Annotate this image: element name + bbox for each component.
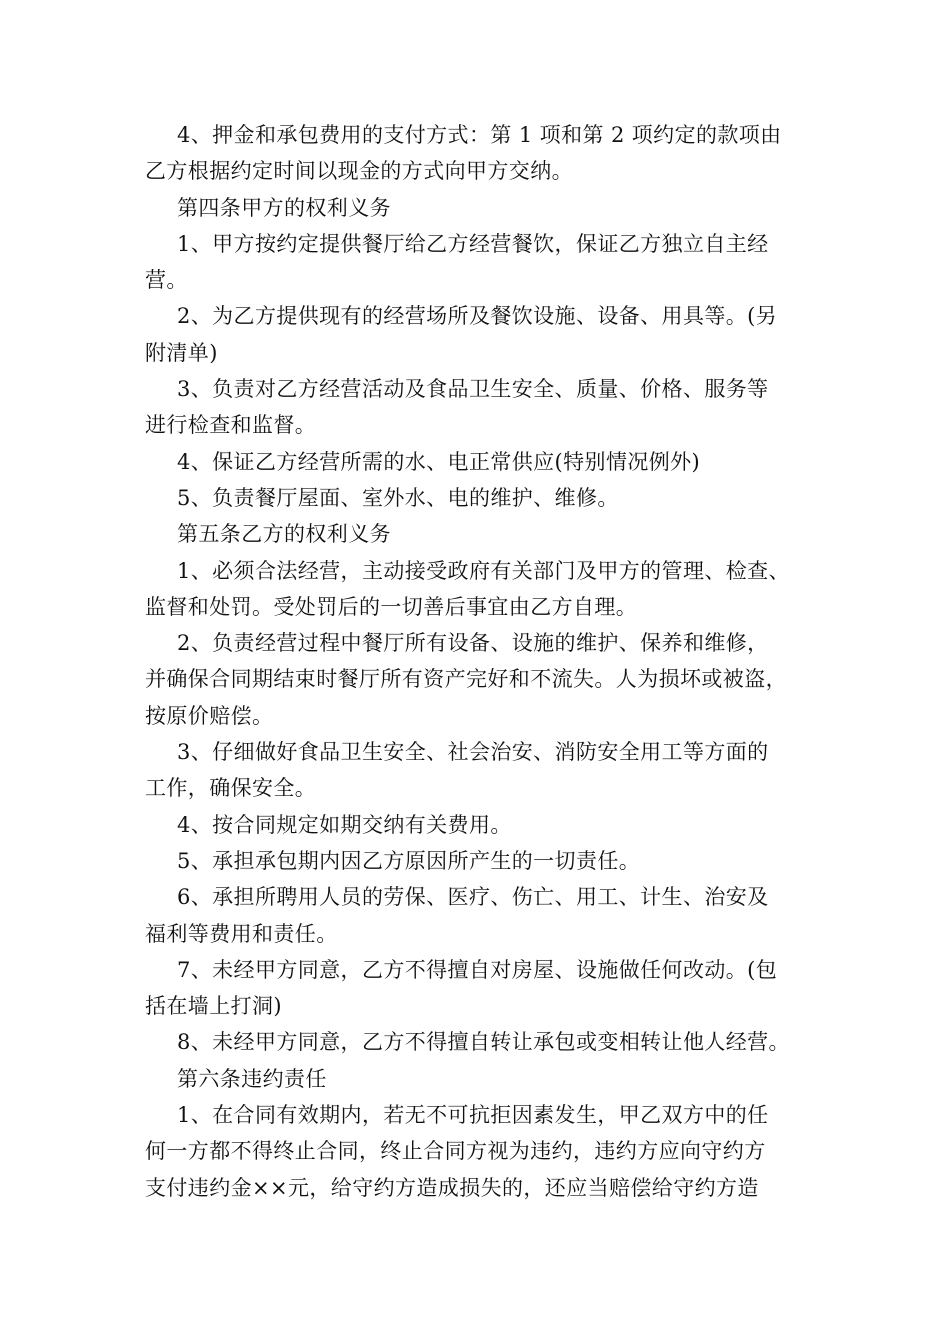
text-line: 监督和处罚。受处罚后的一切善后事宜由乙方自理。 [145, 594, 638, 619]
text-line: 支付违约金××元，给守约方造成损失的，还应当赔偿给守约方造 [145, 1175, 759, 1200]
text-line: 7、未经甲方同意，乙方不得擅自对房屋、设施做任何改动。(包 [177, 957, 778, 982]
text-line: 3、负责对乙方经营活动及食品卫生安全、质量、价格、服务等 [177, 377, 769, 402]
text-line: 括在墙上打洞) [145, 994, 282, 1019]
text-line: 营。 [145, 268, 188, 293]
text-line: 第五条乙方的权利义务 [177, 522, 391, 547]
text-line: 进行检查和监督。 [145, 413, 317, 438]
text-line: 工作，确保安全。 [145, 776, 317, 801]
text-line: 并确保合同期结束时餐厅所有资产完好和不流失。人为损坏或被盗， [145, 667, 787, 692]
text-line: 6、承担所聘用人员的劳保、医疗、伤亡、用工、计生、治安及 [177, 885, 769, 910]
text-line: 5、负责餐厅屋面、室外水、电的维护、维修。 [177, 485, 619, 510]
document-body [145, 117, 815, 1206]
text-line: 乙方根据约定时间以现金的方式向甲方交纳。 [145, 159, 573, 184]
text-line: 1、必须合法经营，主动接受政府有关部门及甲方的管理、检查、 [177, 558, 790, 583]
text-line: 何一方都不得终止合同，终止合同方视为违约，违约方应向守约方 [145, 1139, 766, 1164]
text-line: 4、保证乙方经营所需的水、电正常供应(特别情况例外) [177, 449, 701, 474]
text-line: 3、仔细做好食品卫生安全、社会治安、消防安全用工等方面的 [177, 740, 769, 765]
text-line: 1、甲方按约定提供餐厅给乙方经营餐饮，保证乙方独立自主经 [177, 231, 769, 256]
text-line: 附清单) [145, 340, 218, 365]
text-line: 1、在合同有效期内，若无不可抗拒因素发生，甲乙双方中的任 [177, 1103, 769, 1128]
text-line: 4、押金和承包费用的支付方式：第 1 项和第 2 项约定的款项由 [177, 123, 782, 147]
text-line: 2、为乙方提供现有的经营场所及餐饮设施、设备、用具等。(另 [177, 304, 778, 329]
text-line: 按原价赔偿。 [145, 703, 274, 728]
text-line: 2、负责经营过程中餐厅所有设备、设施的维护、保养和维修， [177, 631, 769, 656]
text-line: 4、按合同规定如期交纳有关费用。 [177, 812, 512, 837]
text-line: 福利等费用和责任。 [145, 921, 338, 946]
text-line: 第四条甲方的权利义务 [177, 195, 391, 220]
text-line: 5、承担承包期内因乙方原因所产生的一切责任。 [177, 848, 641, 873]
text-line: 第六条违约责任 [177, 1066, 327, 1091]
text-line: 8、未经甲方同意，乙方不得擅自转让承包或变相转让他人经营。 [177, 1030, 790, 1055]
